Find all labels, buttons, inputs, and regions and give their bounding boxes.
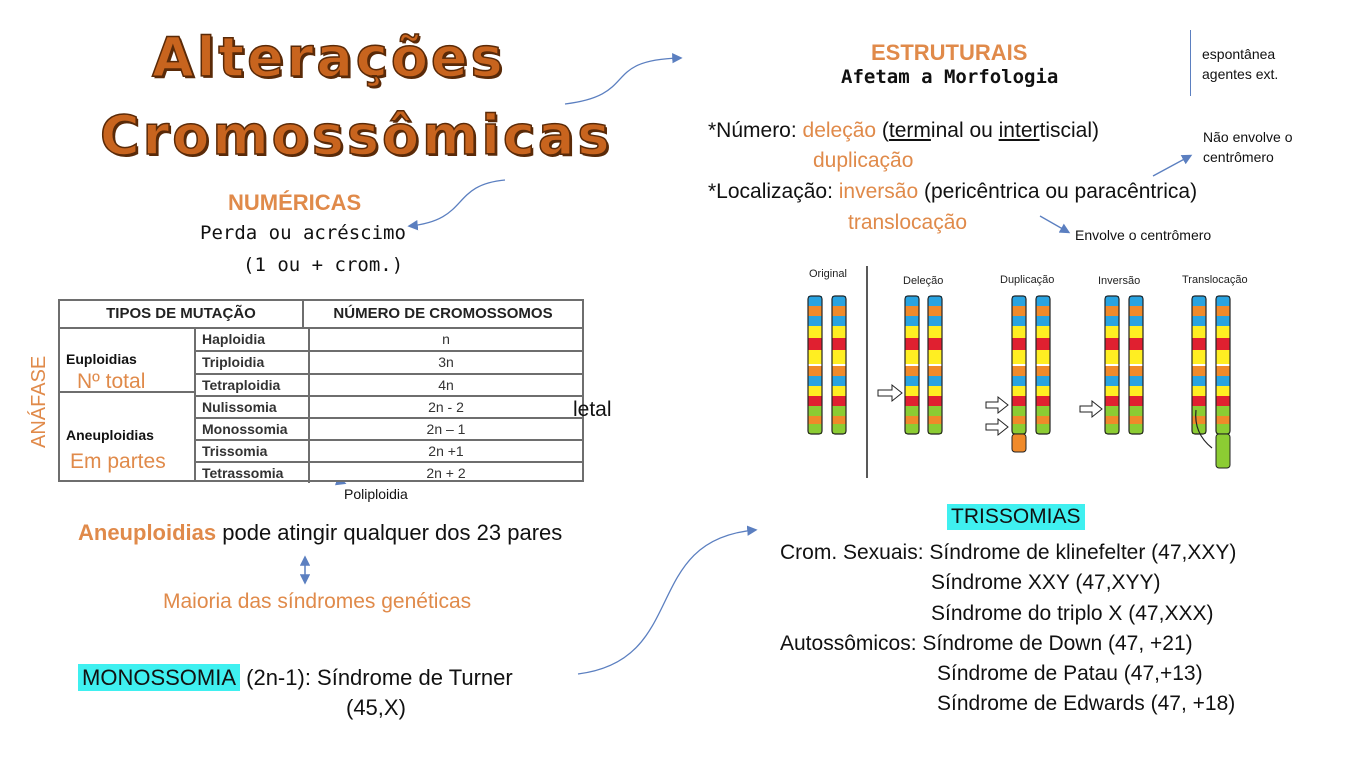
row-num: 2n + 2 [426,465,466,481]
trissomias-label: TRISSOMIAS [947,504,1085,530]
chrom-inversao [1080,296,1143,434]
trissomia-line-3: Síndrome do triplo X (47,XXX) [931,602,1214,625]
localizacao-line [708,180,1197,204]
numericas-heading: NUMÉRICAS [228,190,362,215]
numericas-sub-1: Perda ou acréscimo [200,222,406,244]
table-row [196,441,582,463]
row-type: Tetraploidia [196,375,310,395]
poliploidia-label: Poliploidia [344,486,408,502]
anafase-label: ANÁFASE [28,355,50,448]
diagram-label-translocacao: Translocação [1182,274,1248,286]
diagram-label-inversao: Inversão [1098,275,1141,287]
localizacao-rest: (pericêntrica ou paracêntrica) [918,180,1198,203]
row-num: 4n [438,377,454,393]
translocacao-word: translocação [848,211,968,234]
title-line-1: Alterações [152,26,506,89]
trissomia-line-5: Síndrome de Patau (47,+13) [937,662,1203,685]
numero-open: ( [876,119,889,142]
trissomia-line-2: Síndrome XXY (47,XYY) [931,571,1161,594]
chrom-translocacao [1192,296,1230,468]
trissomia-line-1: Crom. Sexuais: Síndrome de klinefelter (47,XXY) [780,541,1237,564]
table-header-types-cell: TIPOS DE MUTAÇÃO [60,301,304,329]
table-row [196,375,582,397]
table-rows [196,329,582,483]
aneuploidias-statement [78,520,562,546]
monossomia-statement [78,665,513,691]
numero-mid1: inal ou [930,119,999,142]
aneuploidias-bold: Aneuploidias [78,520,217,545]
nao-envolve-1: Não envolve o [1203,129,1293,145]
table-header-number-cell: NÚMERO DE CROMOSSOMOS [304,301,582,329]
aneuploidias-label: Aneuploidias [66,427,154,443]
trissomia-line-4: Autossômicos: Síndrome de Down (47, +21) [780,632,1193,655]
numericas-sub-2: (1 ou + crom.) [243,254,404,276]
numero-prefix: *Número: [708,119,803,142]
chrom-delecao [878,296,942,434]
estruturais-sub: Afetam a Morfologia [841,66,1059,88]
localizacao-prefix: *Localização: [708,180,839,203]
numero-mid2: tiscial) [1039,119,1100,142]
table-row [196,463,582,483]
letal-label: letal [573,398,612,421]
bracket [1190,30,1191,96]
monossomia-rest: (2n-1): Síndrome de Turner [240,665,513,690]
euploidias-note: Nº total [77,370,146,393]
chrom-duplicacao [986,296,1050,452]
row-num: 2n – 1 [426,421,466,437]
row-num: 2n - 2 [428,399,464,415]
maioria-text: Maioria das síndromes genéticas [163,590,472,613]
diagram-label-delecao: Deleção [903,275,944,287]
duplicacao-word: duplicação [813,149,914,172]
euploidias-label: Euploidias [66,351,137,367]
row-type: Triploidia [196,352,310,373]
row-type: Haploidia [196,329,310,350]
monossomia-karyotype: (45,X) [346,695,406,720]
row-num: 2n +1 [428,443,464,459]
espontanea-label: espontânea [1202,46,1276,62]
row-type: Nulissomia [196,397,310,417]
diagram-label-original: Original [809,268,847,280]
delecao-word: deleção [802,119,877,142]
estruturais-heading: ESTRUTURAIS [871,40,1028,65]
aneuploidias-rest: pode atingir qualquer dos 23 pares [216,520,563,545]
trissomia-line-6: Síndrome de Edwards (47, +18) [937,692,1236,715]
row-type: Monossomia [196,419,310,439]
diagram-label-duplicacao: Duplicação [1000,274,1055,286]
envolve-label: Envolve o centrômero [1075,227,1212,243]
inter-underline: inter [998,119,1040,142]
row-type: Tetrassomia [196,463,310,483]
aneuploidias-note: Em partes [70,450,166,473]
agentes-label: agentes ext. [1202,66,1279,82]
row-num: 3n [438,354,454,370]
monossomia-label: MONOSSOMIA [78,664,240,691]
nao-envolve-2: centrômero [1203,149,1274,165]
numero-line [708,119,1099,143]
row-num: n [442,331,450,347]
table-row [196,419,582,441]
title-line-2: Cromossômicas [100,104,613,167]
table-row [196,397,582,419]
row-type: Trissomia [196,441,310,461]
chromosome-diagram [790,260,1280,480]
chrom-original [808,296,846,434]
table-row [196,329,582,352]
inversao-word: inversão [838,180,919,203]
table-row [196,352,582,375]
term-underline: term [888,119,931,142]
